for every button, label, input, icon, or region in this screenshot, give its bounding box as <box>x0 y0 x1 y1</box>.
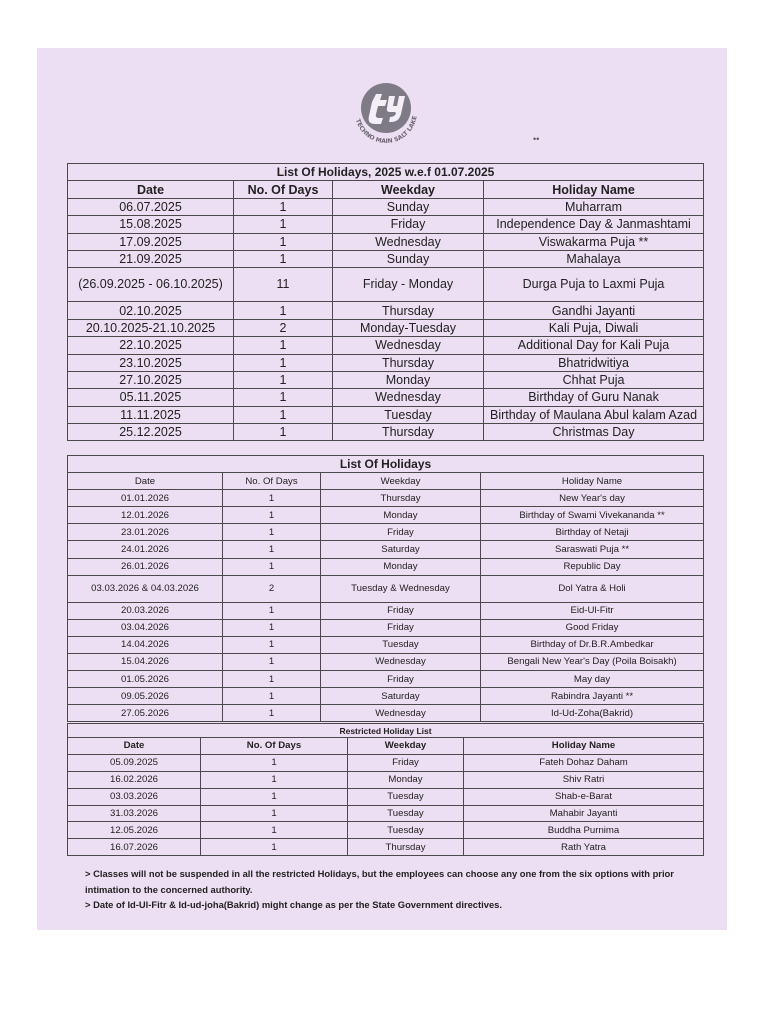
weekday-cell: Thursday <box>333 302 484 319</box>
holiday-name-cell: Birthday of Guru Nanak <box>484 389 704 406</box>
days-cell: 1 <box>234 354 333 371</box>
days-cell: 1 <box>234 424 333 441</box>
table-row <box>68 268 704 302</box>
weekday-cell: Saturday <box>321 541 481 558</box>
days-cell: 1 <box>223 705 321 722</box>
days-cell: 1 <box>234 250 333 267</box>
days-cell: 1 <box>223 524 321 541</box>
table-row <box>68 354 704 371</box>
weekday-cell: Tuesday <box>348 822 464 839</box>
table-row <box>68 424 704 441</box>
date-cell: 20.03.2026 <box>68 602 223 619</box>
holiday-name-cell: Bengali New Year's Day (Poila Boisakh) <box>481 653 704 670</box>
table-row <box>68 216 704 233</box>
days-cell: 1 <box>201 805 348 822</box>
date-cell: 03.03.2026 & 04.03.2026 <box>68 575 223 602</box>
weekday-cell: Monday-Tuesday <box>333 319 484 336</box>
table-row <box>68 788 704 805</box>
date-cell: 24.01.2026 <box>68 541 223 558</box>
weekday-cell: Tuesday <box>348 805 464 822</box>
holiday-name-cell: Shiv Ratri <box>464 771 704 788</box>
table-row <box>68 406 704 423</box>
date-cell: 06.07.2025 <box>68 198 234 215</box>
days-cell: 1 <box>223 688 321 705</box>
weekday-cell: Sunday <box>333 250 484 267</box>
holiday-name-cell: Birthday of Dr.B.R.Ambedkar <box>481 636 704 653</box>
days-cell: 1 <box>201 754 348 771</box>
holiday-name-cell: Kali Puja, Diwali <box>484 319 704 336</box>
date-cell: 12.05.2026 <box>68 822 201 839</box>
weekday-cell: Friday <box>321 602 481 619</box>
holiday-name-cell: Independence Day & Janmashtami <box>484 216 704 233</box>
days-cell: 1 <box>223 507 321 524</box>
table-row <box>68 198 704 215</box>
holiday-name-cell: Rath Yatra <box>464 839 704 856</box>
holiday-name-cell: Birthday of Maulana Abul kalam Azad <box>484 406 704 423</box>
days-cell: 1 <box>223 490 321 507</box>
weekday-cell: Monday <box>348 771 464 788</box>
days-cell: 1 <box>223 602 321 619</box>
date-cell: 27.10.2025 <box>68 371 234 388</box>
holiday-name-cell: Shab-e-Barat <box>464 788 704 805</box>
days-cell: 1 <box>234 302 333 319</box>
holiday-name-cell: Mahalaya <box>484 250 704 267</box>
date-cell: 21.09.2025 <box>68 250 234 267</box>
table-row <box>68 754 704 771</box>
footnotes <box>85 866 700 913</box>
holiday-name-cell: Dol Yatra & Holi <box>481 575 704 602</box>
days-cell: 1 <box>201 771 348 788</box>
holiday-name-cell: Viswakarma Puja ** <box>484 233 704 250</box>
date-cell: 01.01.2026 <box>68 490 223 507</box>
column-header-days: No. Of Days <box>223 473 321 490</box>
holiday-name-cell: Durga Puja to Laxmi Puja <box>484 268 704 302</box>
days-cell: 1 <box>234 233 333 250</box>
table-caption: List Of Holidays, 2025 w.e.f 01.07.2025 <box>68 164 704 181</box>
weekday-cell: Saturday <box>321 688 481 705</box>
column-header-days: No. Of Days <box>234 181 333 198</box>
column-header-holiday: Holiday Name <box>464 738 704 755</box>
date-cell: 01.05.2026 <box>68 671 223 688</box>
date-cell: 03.03.2026 <box>68 788 201 805</box>
date-cell: 12.01.2026 <box>68 507 223 524</box>
date-cell: 16.02.2026 <box>68 771 201 788</box>
date-cell: 11.11.2025 <box>68 406 234 423</box>
weekday-cell: Friday <box>333 216 484 233</box>
weekday-cell: Thursday <box>333 424 484 441</box>
holidays-2025-table <box>67 163 704 441</box>
table-row <box>68 671 704 688</box>
holiday-name-cell: Birthday of Swami Vivekananda ** <box>481 507 704 524</box>
date-cell: 16.07.2026 <box>68 839 201 856</box>
holiday-name-cell: Additional Day for Kali Puja <box>484 337 704 354</box>
holiday-name-cell: Christmas Day <box>484 424 704 441</box>
days-cell: 1 <box>234 337 333 354</box>
date-cell: 25.12.2025 <box>68 424 234 441</box>
date-cell: 14.04.2026 <box>68 636 223 653</box>
column-header-weekday: Weekday <box>348 738 464 755</box>
date-cell: 27.05.2026 <box>68 705 223 722</box>
table-row <box>68 839 704 856</box>
holiday-name-cell: Bhatridwitiya <box>484 354 704 371</box>
column-header-date: Date <box>68 738 201 755</box>
table-row <box>68 337 704 354</box>
days-cell: 1 <box>223 636 321 653</box>
weekday-cell: Thursday <box>348 839 464 856</box>
weekday-cell: Tuesday <box>348 788 464 805</box>
date-cell: 03.04.2026 <box>68 619 223 636</box>
days-cell: 1 <box>223 671 321 688</box>
date-cell: 05.09.2025 <box>68 754 201 771</box>
holiday-name-cell: Eid-Ul-Fitr <box>481 602 704 619</box>
holiday-name-cell: Good Friday <box>481 619 704 636</box>
days-cell: 1 <box>234 389 333 406</box>
holiday-name-cell: Chhat Puja <box>484 371 704 388</box>
column-header-weekday: Weekday <box>333 181 484 198</box>
weekday-cell: Friday <box>321 671 481 688</box>
table-row <box>68 490 704 507</box>
table-row <box>68 558 704 575</box>
days-cell: 1 <box>201 839 348 856</box>
weekday-cell: Monday <box>333 371 484 388</box>
column-header-holiday: Holiday Name <box>484 181 704 198</box>
footnote-restricted: > Classes will not be suspended in all the restricted Holidays, but the employees can choose any one from the six options with prior intimation to the concerned authority. <box>85 868 674 895</box>
date-cell: 05.11.2025 <box>68 389 234 406</box>
table-row <box>68 524 704 541</box>
table-row <box>68 705 704 722</box>
days-cell: 2 <box>234 319 333 336</box>
date-cell: 09.05.2026 <box>68 688 223 705</box>
stray-mark: •• <box>533 134 540 144</box>
date-cell: 17.09.2025 <box>68 233 234 250</box>
holiday-name-cell: Rabindra Jayanti ** <box>481 688 704 705</box>
footnote-eid-dates: > Date of Id-Ul-Fitr & Id-ud-joha(Bakrid) might change as per the State Government directives. <box>85 899 502 910</box>
weekday-cell: Tuesday & Wednesday <box>321 575 481 602</box>
column-header-date: Date <box>68 473 223 490</box>
table-row <box>68 302 704 319</box>
days-cell: 1 <box>234 406 333 423</box>
weekday-cell: Wednesday <box>333 389 484 406</box>
weekday-cell: Friday <box>321 619 481 636</box>
days-cell: 1 <box>234 216 333 233</box>
weekday-cell: Monday <box>321 558 481 575</box>
weekday-cell: Sunday <box>333 198 484 215</box>
table-row <box>68 688 704 705</box>
weekday-cell: Thursday <box>333 354 484 371</box>
date-cell: 20.10.2025-21.10.2025 <box>68 319 234 336</box>
holiday-name-cell: Saraswati Puja ** <box>481 541 704 558</box>
date-cell: 15.04.2026 <box>68 653 223 670</box>
table-row <box>68 822 704 839</box>
table-caption: List Of Holidays <box>68 456 704 473</box>
table-row <box>68 250 704 267</box>
days-cell: 1 <box>223 541 321 558</box>
days-cell: 1 <box>201 822 348 839</box>
weekday-cell: Friday <box>321 524 481 541</box>
holiday-name-cell: Muharram <box>484 198 704 215</box>
holiday-name-cell: May day <box>481 671 704 688</box>
weekday-cell: Tuesday <box>333 406 484 423</box>
weekday-cell: Friday <box>348 754 464 771</box>
weekday-cell: Wednesday <box>333 337 484 354</box>
days-cell: 1 <box>223 619 321 636</box>
weekday-cell: Monday <box>321 507 481 524</box>
date-cell: 02.10.2025 <box>68 302 234 319</box>
holiday-name-cell: Mahabir Jayanti <box>464 805 704 822</box>
weekday-cell: Wednesday <box>321 705 481 722</box>
weekday-cell: Friday - Monday <box>333 268 484 302</box>
days-cell: 1 <box>234 198 333 215</box>
days-cell: 1 <box>223 558 321 575</box>
table-row <box>68 575 704 602</box>
holiday-name-cell: Republic Day <box>481 558 704 575</box>
date-cell: 23.01.2026 <box>68 524 223 541</box>
days-cell: 11 <box>234 268 333 302</box>
table-row <box>68 233 704 250</box>
date-cell: (26.09.2025 - 06.10.2025) <box>68 268 234 302</box>
days-cell: 1 <box>201 788 348 805</box>
column-header-weekday: Weekday <box>321 473 481 490</box>
holiday-name-cell: Gandhi Jayanti <box>484 302 704 319</box>
restricted-holidays-table <box>67 723 704 856</box>
weekday-cell: Wednesday <box>321 653 481 670</box>
days-cell: 1 <box>223 653 321 670</box>
holiday-name-cell: New Year's day <box>481 490 704 507</box>
table-row <box>68 602 704 619</box>
table-row <box>68 319 704 336</box>
holiday-name-cell: Buddha Purnima <box>464 822 704 839</box>
logo-text: TECHNO MAIN SALT LAKE <box>354 115 419 146</box>
table-row <box>68 771 704 788</box>
column-header-holiday: Holiday Name <box>481 473 704 490</box>
date-cell: 23.10.2025 <box>68 354 234 371</box>
table-row <box>68 541 704 558</box>
table-row <box>68 371 704 388</box>
table-row <box>68 619 704 636</box>
date-cell: 15.08.2025 <box>68 216 234 233</box>
date-cell: 22.10.2025 <box>68 337 234 354</box>
holidays-2026-table <box>67 455 704 722</box>
table-row <box>68 805 704 822</box>
weekday-cell: Wednesday <box>333 233 484 250</box>
weekday-cell: Tuesday <box>321 636 481 653</box>
days-cell: 1 <box>234 371 333 388</box>
holiday-name-cell: Id-Ud-Zoha(Bakrid) <box>481 705 704 722</box>
weekday-cell: Thursday <box>321 490 481 507</box>
column-header-days: No. Of Days <box>201 738 348 755</box>
holiday-name-cell: Birthday of Netaji <box>481 524 704 541</box>
table-row <box>68 653 704 670</box>
days-cell: 2 <box>223 575 321 602</box>
table-row <box>68 636 704 653</box>
date-cell: 31.03.2026 <box>68 805 201 822</box>
date-cell: 26.01.2026 <box>68 558 223 575</box>
column-header-date: Date <box>68 181 234 198</box>
table-row <box>68 507 704 524</box>
table-row <box>68 389 704 406</box>
institute-logo <box>349 78 423 152</box>
table-caption: Restricted Holiday List <box>68 724 704 738</box>
holiday-name-cell: Fateh Dohaz Daham <box>464 754 704 771</box>
